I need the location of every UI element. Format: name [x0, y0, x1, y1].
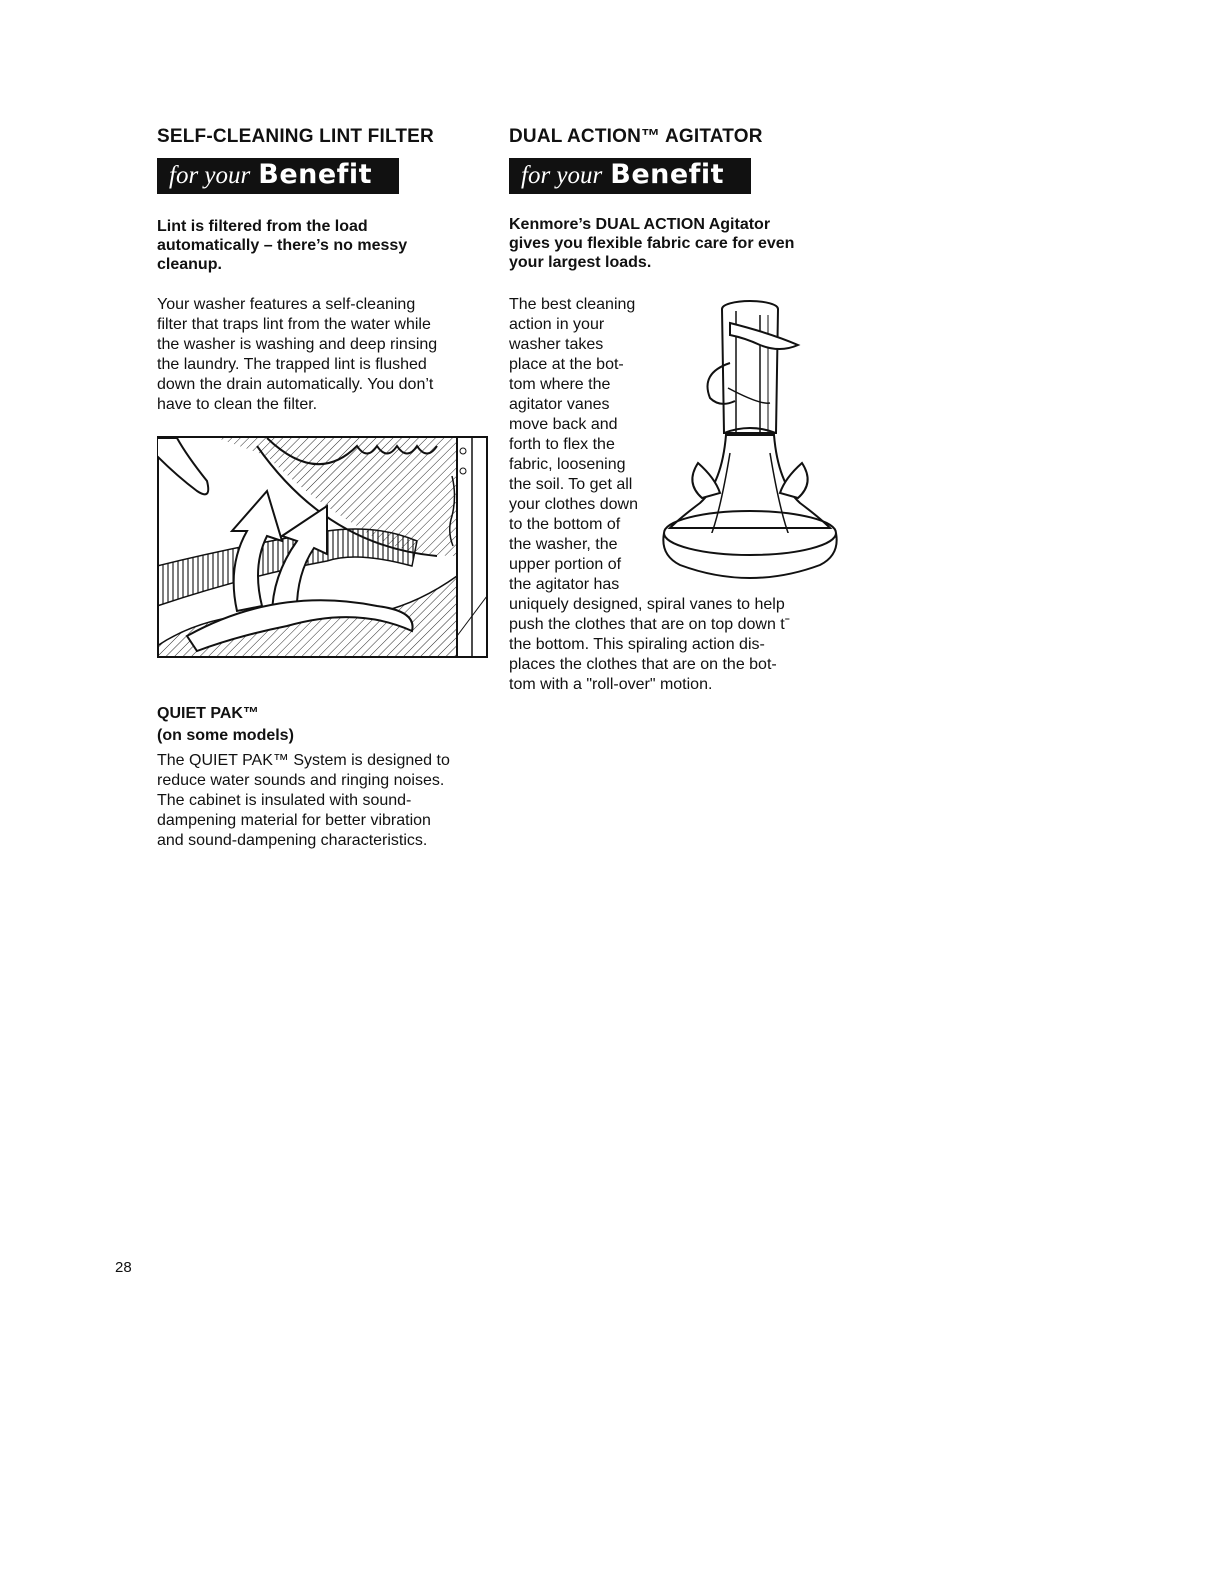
- body-line: washer takes: [509, 336, 604, 353]
- body-line: forth to flex the: [509, 436, 615, 453]
- body-line: places the clothes that are on the bot-: [509, 656, 777, 673]
- lint-filter-illustration: [157, 436, 488, 658]
- agitator-title: DUAL ACTION™ AGITATOR: [509, 126, 763, 147]
- quiet-pak-title: QUIET PAK™: [157, 705, 259, 722]
- body-line: filter that traps lint from the water while: [157, 316, 431, 333]
- body-line: place at the bot-: [509, 356, 624, 373]
- page-number: 28: [115, 1259, 132, 1276]
- lead-line: cleanup.: [157, 256, 222, 273]
- body-line: to the bottom of: [509, 516, 621, 533]
- body-line: the washer is washing and deep rinsing: [157, 336, 438, 353]
- body-line: have to clean the filter.: [157, 396, 318, 413]
- lint-filter-title: SELF-CLEANING LINT FILTER: [157, 126, 434, 147]
- body-line: Your washer features a self-cleaning: [157, 296, 416, 313]
- lead-line: your largest loads.: [509, 254, 652, 271]
- body-line: move back and: [509, 416, 618, 433]
- body-line: fabric, loosening: [509, 456, 626, 473]
- body-line: the bottom. This spiraling action dis-: [509, 636, 765, 653]
- badge-word: Benefit: [610, 159, 725, 190]
- quiet-pak-subtitle: (on some models): [157, 727, 294, 744]
- body-line: uniquely designed, spiral vanes to help: [509, 596, 785, 613]
- badge-prefix: for your: [169, 161, 251, 189]
- body-line: The best cleaning: [509, 296, 636, 313]
- body-line: The QUIET PAK™ System is designed to: [157, 752, 450, 769]
- body-line: tom where the: [509, 376, 611, 393]
- for-your-benefit-badge: [509, 158, 751, 194]
- body-line: reduce water sounds and ringing noises.: [157, 772, 445, 789]
- body-line: agitator vanes: [509, 396, 610, 413]
- body-line: and sound-dampening characteristics.: [157, 832, 428, 849]
- body-line: your clothes down: [509, 496, 638, 513]
- body-line: the laundry. The trapped lint is flushed: [157, 356, 427, 373]
- lead-line: automatically – there’s no messy: [157, 237, 408, 254]
- lead-line: gives you flexible fabric care for even: [509, 235, 795, 252]
- body-line: the agitator has: [509, 576, 620, 593]
- body-line: down the drain automatically. You don’t: [157, 376, 434, 393]
- quiet-pak-body: [157, 751, 497, 851]
- quiet-pak-heading: [157, 704, 294, 746]
- badge-prefix: for your: [521, 161, 603, 189]
- body-line: push the clothes that are on top down tˉ: [509, 616, 791, 633]
- body-line: the soil. To get all: [509, 476, 633, 493]
- agitator-illustration: [660, 293, 840, 590]
- badge-word: Benefit: [258, 159, 373, 190]
- lead-line: Lint is filtered from the load: [157, 218, 368, 235]
- body-line: action in your: [509, 316, 605, 333]
- body-line: dampening material for better vibration: [157, 812, 431, 829]
- lead-line: Kenmore’s DUAL ACTION Agitator: [509, 216, 771, 233]
- lint-filter-body: [157, 295, 487, 415]
- lint-filter-lead: [157, 217, 477, 274]
- for-your-benefit-badge: [157, 158, 399, 194]
- body-line: tom with a "roll-over" motion.: [509, 676, 713, 693]
- body-line: upper portion of: [509, 556, 622, 573]
- agitator-lead: [509, 215, 849, 272]
- body-line: the washer, the: [509, 536, 618, 553]
- body-line: The cabinet is insulated with sound-: [157, 792, 412, 809]
